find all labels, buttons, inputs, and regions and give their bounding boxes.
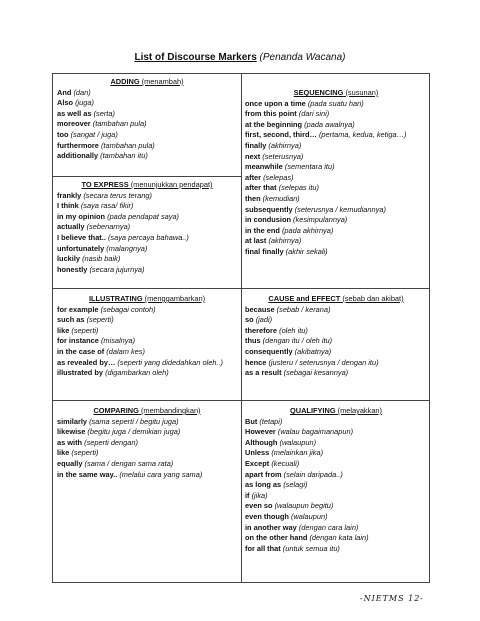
marker-term: moreover bbox=[57, 119, 91, 129]
marker-term: if bbox=[245, 490, 250, 500]
list-item bbox=[245, 427, 427, 438]
marker-term: hence bbox=[245, 357, 267, 367]
marker-gloss: (sebagai kesannya) bbox=[283, 368, 349, 378]
marker-term: in the case of bbox=[57, 346, 105, 356]
marker-gloss: (tambahan pula) bbox=[92, 119, 147, 129]
marker-gloss: (seterusnya) bbox=[262, 151, 304, 161]
marker-gloss: (dengan kata lain) bbox=[309, 533, 369, 543]
marker-gloss: (pada pendapat saya) bbox=[107, 211, 180, 221]
marker-term: at the beginning bbox=[245, 119, 303, 129]
list-item bbox=[57, 336, 237, 347]
marker-gloss: (digambarkan oleh) bbox=[105, 368, 169, 378]
marker-gloss: (selain daripada..) bbox=[283, 469, 343, 479]
marker-gloss: (selepas) bbox=[263, 172, 294, 182]
illustrating-heading-text: ILLUSTRATING bbox=[88, 294, 143, 303]
marker-term: as a result bbox=[245, 368, 282, 378]
marker-gloss: (dengan itu / oleh itu) bbox=[262, 336, 333, 346]
marker-term: in the same way.. bbox=[57, 469, 118, 479]
list-item bbox=[245, 205, 427, 216]
list-item bbox=[245, 501, 427, 512]
express-heading-hint: (menunjukkan pendapat) bbox=[130, 180, 213, 189]
list-item bbox=[57, 470, 237, 481]
marker-gloss: (melainkan jika) bbox=[271, 448, 324, 458]
divider-left-1 bbox=[53, 176, 241, 177]
list-item bbox=[57, 347, 237, 358]
marker-term: after bbox=[245, 172, 262, 182]
marker-term: as long as bbox=[245, 480, 282, 490]
marker-gloss: (walau bagaimanapun) bbox=[277, 427, 354, 437]
marker-gloss: (akibatnya) bbox=[294, 346, 332, 356]
list-item bbox=[245, 247, 427, 258]
list-item bbox=[245, 438, 427, 449]
marker-gloss: (selepas itu) bbox=[278, 183, 319, 193]
list-item bbox=[57, 368, 237, 379]
list-item bbox=[57, 459, 237, 470]
list-item bbox=[57, 191, 237, 202]
list-item bbox=[245, 183, 427, 194]
list-item bbox=[57, 438, 237, 449]
marker-term: in condusion bbox=[245, 215, 291, 225]
section-comparing bbox=[57, 406, 237, 480]
marker-gloss: (seperti) bbox=[71, 325, 99, 335]
marker-term: actually bbox=[57, 222, 85, 232]
list-item bbox=[245, 99, 427, 110]
marker-term: therefore bbox=[245, 325, 278, 335]
marker-gloss: (sebagai contoh) bbox=[100, 304, 156, 314]
list-item bbox=[57, 417, 237, 428]
marker-term: finally bbox=[245, 140, 267, 150]
marker-gloss: (misalnya) bbox=[100, 336, 136, 346]
marker-gloss: (dan) bbox=[73, 87, 91, 97]
list-item bbox=[57, 109, 237, 120]
marker-gloss: (untuk semua itu) bbox=[282, 543, 340, 553]
section-qualifying bbox=[245, 406, 427, 554]
marker-term: in my opinion bbox=[57, 211, 106, 221]
marker-gloss: (sangat / juga) bbox=[70, 129, 118, 139]
marker-term: in another way bbox=[245, 522, 297, 532]
section-cause bbox=[245, 294, 427, 379]
list-item bbox=[57, 212, 237, 223]
marker-gloss: (seperti dengan) bbox=[84, 437, 138, 447]
marker-gloss: (saya rasa/ fikir) bbox=[80, 201, 134, 211]
marker-term: Unless bbox=[245, 448, 270, 458]
markers-grid bbox=[52, 73, 430, 583]
marker-gloss: (sama / dengan sama rata) bbox=[84, 458, 174, 468]
marker-gloss: (selagi) bbox=[283, 480, 308, 490]
marker-term: But bbox=[245, 416, 258, 426]
marker-gloss: (dari sini) bbox=[298, 109, 330, 119]
comparing-heading-hint: (membandingkan) bbox=[140, 406, 201, 415]
marker-gloss: (sama seperti / begitu juga) bbox=[89, 416, 179, 426]
marker-term: then bbox=[245, 193, 261, 203]
marker-term: first, second, third… bbox=[245, 130, 317, 140]
marker-gloss: (serta) bbox=[93, 108, 115, 118]
list-item bbox=[57, 88, 237, 99]
marker-term: likewise bbox=[57, 427, 86, 437]
marker-term: on the other hand bbox=[245, 533, 308, 543]
marker-term: frankly bbox=[57, 190, 82, 200]
marker-term: for instance bbox=[57, 336, 99, 346]
qualifying-heading bbox=[245, 406, 427, 417]
page-title bbox=[0, 52, 480, 63]
list-item bbox=[57, 233, 237, 244]
marker-gloss: (akhirnya) bbox=[268, 140, 302, 150]
list-item bbox=[57, 358, 237, 369]
divider-lower bbox=[53, 400, 429, 401]
list-item bbox=[57, 244, 237, 255]
marker-gloss: (sebenarnya) bbox=[86, 222, 131, 232]
express-heading bbox=[57, 180, 237, 191]
marker-gloss: (oleh itu) bbox=[279, 325, 308, 335]
list-item bbox=[245, 480, 427, 491]
marker-gloss: (akhir sekali) bbox=[285, 246, 328, 256]
list-item bbox=[245, 368, 427, 379]
marker-term: for example bbox=[57, 304, 99, 314]
marker-term: for all that bbox=[245, 543, 281, 553]
marker-gloss: (secara terus terang) bbox=[83, 190, 152, 200]
marker-term: at last bbox=[245, 236, 267, 246]
sequencing-heading-text: SEQUENCING bbox=[293, 88, 344, 97]
list-item bbox=[245, 512, 427, 523]
list-item bbox=[245, 305, 427, 316]
marker-term: too bbox=[57, 129, 69, 139]
marker-term: additionally bbox=[57, 151, 99, 161]
section-sequencing bbox=[245, 88, 427, 258]
marker-gloss: (dengan cara lain) bbox=[298, 522, 359, 532]
marker-gloss: (seterusnya / kemudiannya) bbox=[294, 204, 386, 214]
divider-middle bbox=[53, 288, 429, 289]
marker-gloss: (tetapi) bbox=[259, 416, 283, 426]
adding-heading-hint: (menambah) bbox=[141, 77, 184, 86]
marker-gloss: (nasib baik) bbox=[82, 254, 121, 264]
list-item bbox=[245, 533, 427, 544]
express-heading-text: TO EXPRESS bbox=[81, 180, 129, 189]
list-item bbox=[57, 305, 237, 316]
marker-gloss: (sementara itu) bbox=[284, 162, 335, 172]
marker-term: apart from bbox=[245, 469, 282, 479]
marker-gloss: (secara jujurnya) bbox=[89, 264, 145, 274]
list-item bbox=[57, 448, 237, 459]
marker-term: in the end bbox=[245, 225, 280, 235]
list-item bbox=[245, 130, 427, 141]
marker-term: such as bbox=[57, 315, 85, 325]
marker-gloss: (malangnya) bbox=[106, 243, 148, 253]
list-item bbox=[57, 326, 237, 337]
list-item bbox=[245, 326, 427, 337]
marker-term: equally bbox=[57, 458, 83, 468]
divider-vertical bbox=[241, 74, 242, 582]
marker-term: like bbox=[57, 325, 70, 335]
marker-gloss: (kesimpulannya) bbox=[293, 215, 348, 225]
list-item bbox=[245, 358, 427, 369]
marker-gloss: (kemudian) bbox=[262, 193, 300, 203]
list-item bbox=[57, 254, 237, 265]
list-item bbox=[57, 98, 237, 109]
marker-term: so bbox=[245, 315, 254, 325]
list-item bbox=[245, 236, 427, 247]
comparing-heading-text: COMPARING bbox=[93, 406, 139, 415]
marker-term: subsequently bbox=[245, 204, 293, 214]
marker-gloss: (begitu juga / demikian juga) bbox=[87, 427, 181, 437]
marker-term: Except bbox=[245, 458, 270, 468]
marker-term: because bbox=[245, 304, 275, 314]
comparing-heading bbox=[57, 406, 237, 417]
qualifying-heading-text: QUALIFYING bbox=[290, 406, 336, 415]
sequencing-heading bbox=[245, 88, 427, 99]
list-item bbox=[245, 347, 427, 358]
list-item bbox=[245, 470, 427, 481]
illustrating-heading bbox=[57, 294, 237, 305]
marker-gloss: (tambahan itu) bbox=[100, 151, 148, 161]
list-item bbox=[57, 427, 237, 438]
marker-term: meanwhile bbox=[245, 162, 283, 172]
marker-term: furthermore bbox=[57, 140, 99, 150]
section-express bbox=[57, 180, 237, 275]
marker-term: Although bbox=[245, 437, 278, 447]
cause-heading bbox=[245, 294, 427, 305]
marker-term: as with bbox=[57, 437, 83, 447]
list-item bbox=[245, 173, 427, 184]
title-main: List of Discourse Markers bbox=[134, 52, 257, 63]
marker-term: final finally bbox=[245, 246, 284, 256]
marker-term: Also bbox=[57, 98, 74, 108]
marker-term: even though bbox=[245, 511, 289, 521]
marker-gloss: (walaupun begitu) bbox=[274, 501, 334, 511]
list-item bbox=[57, 130, 237, 141]
list-item bbox=[57, 141, 237, 152]
list-item bbox=[245, 417, 427, 428]
sequencing-heading-hint: (susunan) bbox=[345, 88, 379, 97]
marker-term: like bbox=[57, 448, 70, 458]
marker-gloss: (akhirnya) bbox=[268, 236, 302, 246]
list-item bbox=[245, 544, 427, 555]
list-item bbox=[245, 336, 427, 347]
marker-gloss: (pada awalnya) bbox=[304, 119, 355, 129]
marker-gloss: (walaupun) bbox=[291, 511, 328, 521]
marker-term: even so bbox=[245, 501, 273, 511]
marker-term: next bbox=[245, 151, 261, 161]
marker-gloss: (melalui cara yang sama) bbox=[119, 469, 203, 479]
marker-gloss: (kecuali) bbox=[271, 458, 300, 468]
marker-term: after that bbox=[245, 183, 277, 193]
marker-term: However bbox=[245, 427, 276, 437]
marker-gloss: (justeru / seterusnya / dengan itu) bbox=[268, 357, 379, 367]
list-item bbox=[245, 141, 427, 152]
marker-term: I think bbox=[57, 201, 79, 211]
marker-gloss: (seperti) bbox=[71, 448, 99, 458]
section-adding bbox=[57, 77, 237, 162]
list-item bbox=[245, 194, 427, 205]
marker-gloss: (sebab / kerana) bbox=[276, 304, 331, 314]
list-item bbox=[245, 523, 427, 534]
title-sub: (Penanda Wacana) bbox=[259, 52, 346, 63]
marker-term: consequently bbox=[245, 346, 293, 356]
list-item bbox=[245, 120, 427, 131]
marker-gloss: (seperti) bbox=[86, 315, 114, 325]
list-item bbox=[57, 119, 237, 130]
cause-heading-text: CAUSE and EFFECT bbox=[268, 294, 341, 303]
marker-gloss: (juga) bbox=[75, 98, 94, 108]
list-item bbox=[245, 315, 427, 326]
list-item bbox=[245, 215, 427, 226]
illustrating-heading-hint: (menggambarkan) bbox=[144, 294, 206, 303]
marker-gloss: (pertama, kedua, ketiga…) bbox=[318, 130, 407, 140]
marker-gloss: (jika) bbox=[251, 490, 268, 500]
list-item bbox=[57, 265, 237, 276]
marker-term: And bbox=[57, 87, 72, 97]
marker-term: thus bbox=[245, 336, 261, 346]
marker-gloss: (seperti yang didedahkan oleh..) bbox=[117, 357, 223, 367]
list-item bbox=[57, 315, 237, 326]
marker-term: I believe that.. bbox=[57, 232, 106, 242]
footer-mark: -NIETMS 12- bbox=[359, 594, 424, 603]
marker-term: once upon a time bbox=[245, 98, 306, 108]
adding-heading-text: ADDING bbox=[110, 77, 140, 86]
section-illustrating bbox=[57, 294, 237, 379]
marker-term: as well as bbox=[57, 108, 92, 118]
marker-term: luckily bbox=[57, 254, 81, 264]
list-item bbox=[245, 162, 427, 173]
list-item bbox=[245, 491, 427, 502]
marker-gloss: (jadi) bbox=[255, 315, 273, 325]
marker-gloss: (pada akhirnya) bbox=[281, 225, 334, 235]
marker-gloss: (tambahan pula) bbox=[100, 140, 155, 150]
list-item bbox=[57, 222, 237, 233]
marker-term: from this point bbox=[245, 109, 297, 119]
list-item bbox=[57, 151, 237, 162]
list-item bbox=[245, 152, 427, 163]
marker-term: similarly bbox=[57, 416, 87, 426]
marker-term: as revealed by… bbox=[57, 357, 116, 367]
list-item bbox=[245, 448, 427, 459]
marker-gloss: (dalam kes) bbox=[106, 346, 145, 356]
marker-term: honestly bbox=[57, 264, 88, 274]
marker-gloss: (walaupun) bbox=[279, 437, 317, 447]
marker-term: illustrated by bbox=[57, 368, 103, 378]
adding-heading bbox=[57, 77, 237, 88]
list-item bbox=[245, 109, 427, 120]
marker-gloss: (pada suatu hari) bbox=[307, 98, 364, 108]
list-item bbox=[245, 226, 427, 237]
marker-term: unfortunately bbox=[57, 243, 105, 253]
cause-heading-hint: (sebab dan akibat) bbox=[342, 294, 404, 303]
marker-gloss: (saya percaya bahawa..) bbox=[107, 232, 189, 242]
list-item bbox=[57, 201, 237, 212]
list-item bbox=[245, 459, 427, 470]
qualifying-heading-hint: (melayakkan) bbox=[337, 406, 382, 415]
